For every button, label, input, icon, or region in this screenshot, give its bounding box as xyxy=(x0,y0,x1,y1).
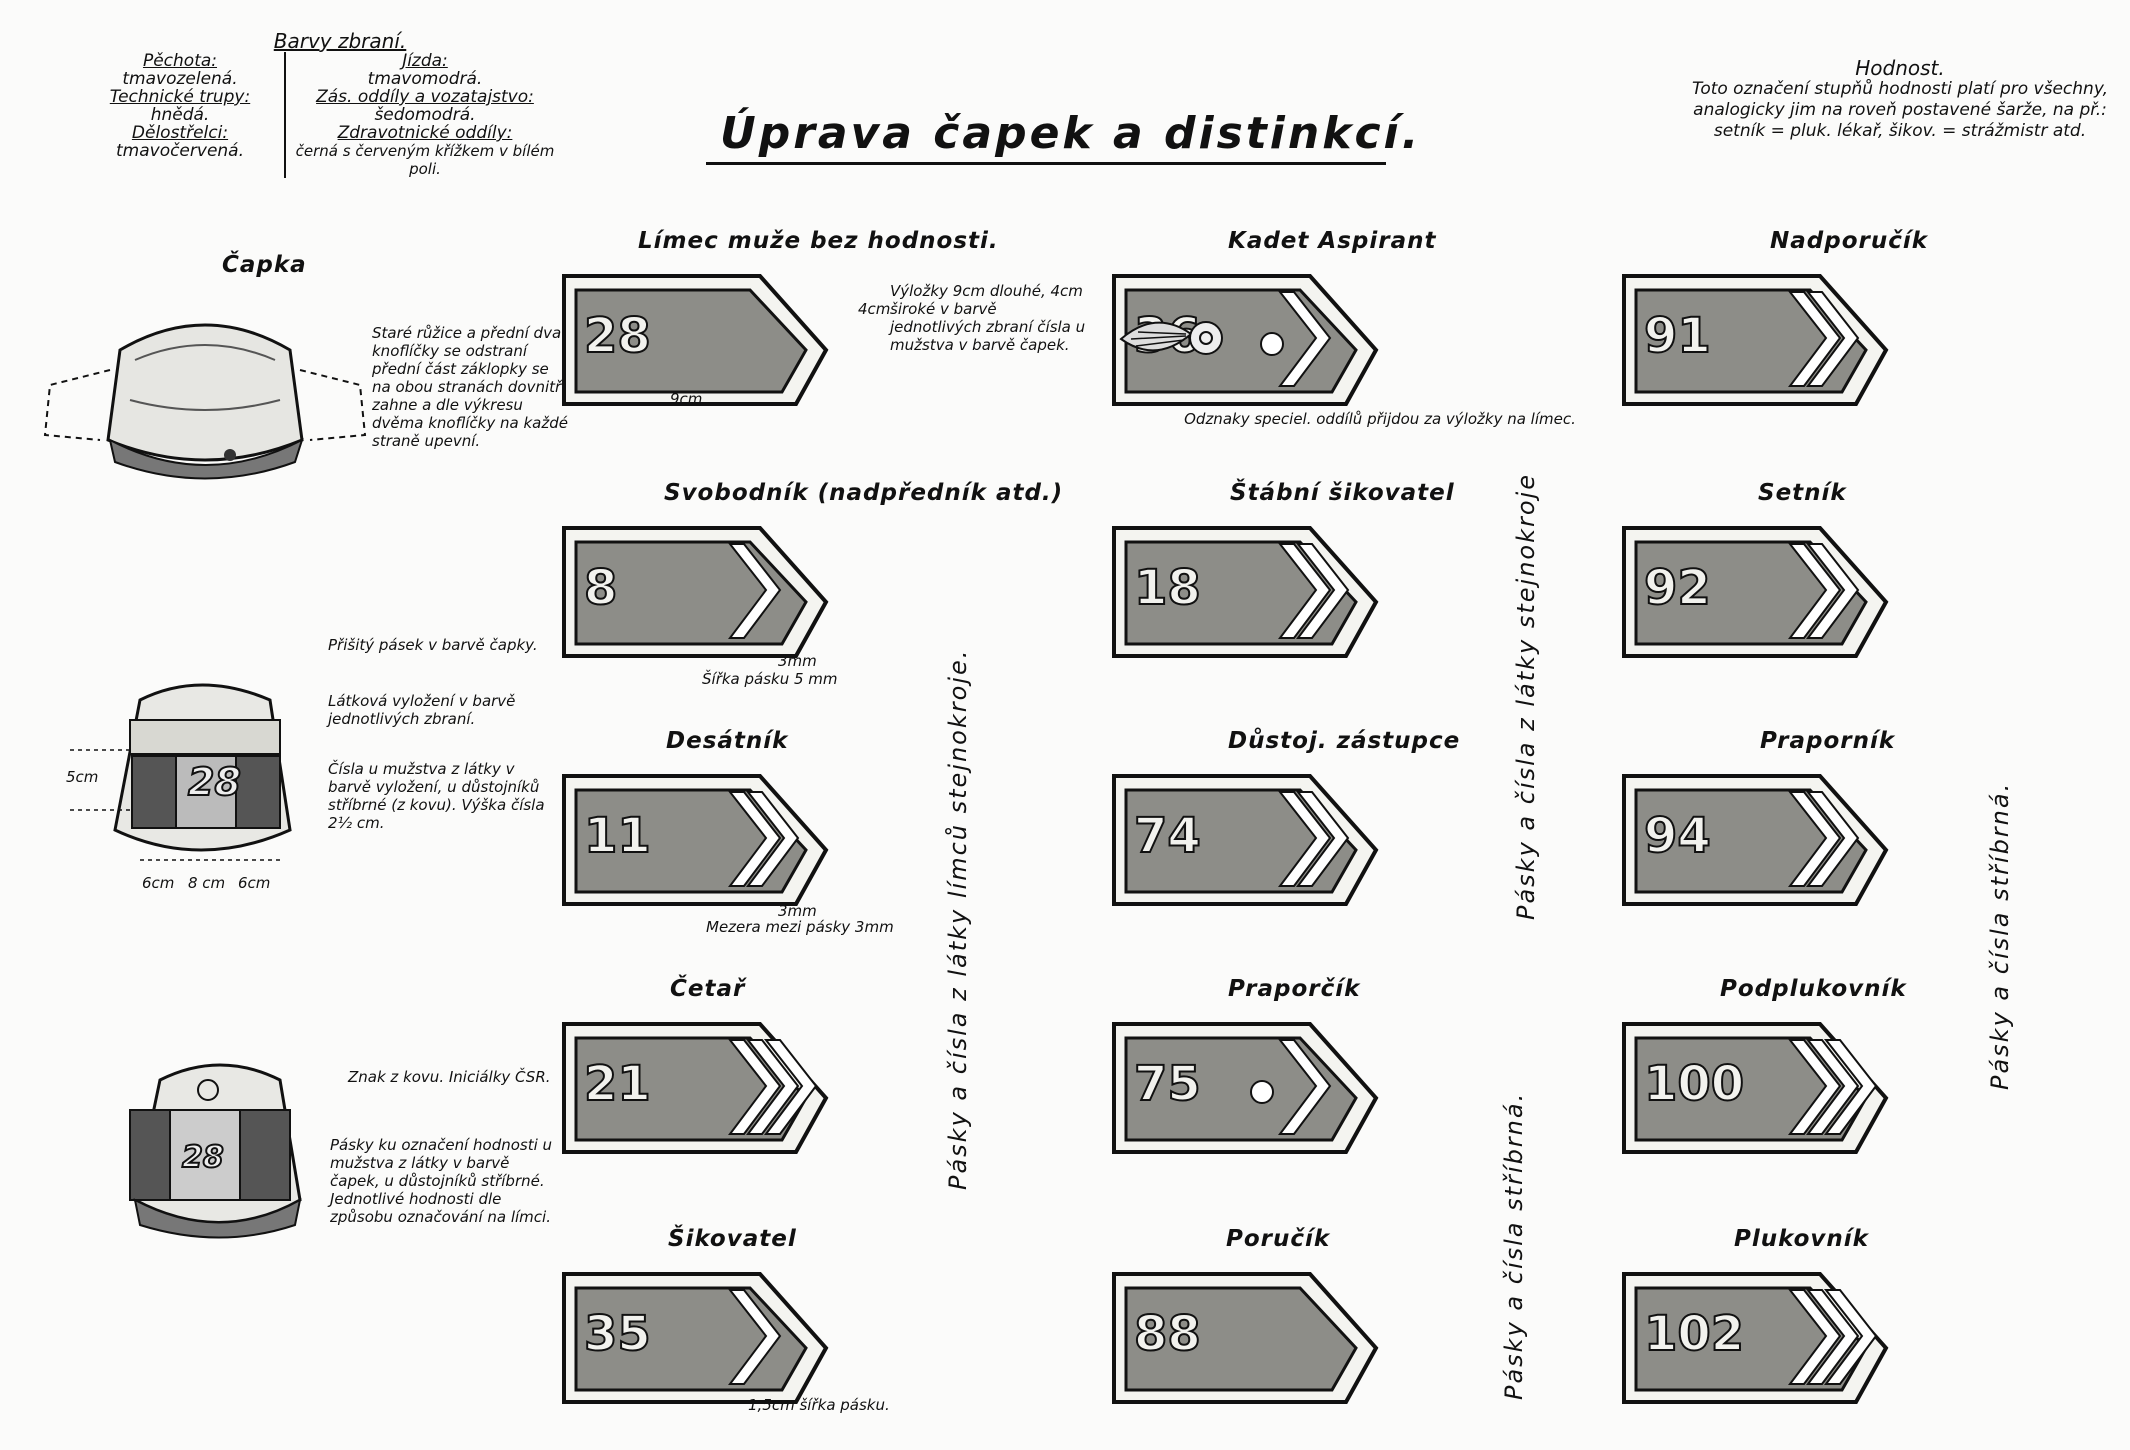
collar-tab xyxy=(1620,270,1890,410)
dim-5cm: 5cm xyxy=(66,768,99,786)
tab-caption: Kadet Aspirant xyxy=(1228,228,1437,254)
note-vylozky: Výložky 9cm dlouhé, 4cm široké v barvě jednotlivých zbraní čísla u mužstva v barvě čapek. xyxy=(890,282,1086,354)
tab-caption: Praporník xyxy=(1760,728,1896,754)
legend-pechota-value: tmavozelená. xyxy=(122,69,238,89)
legend-technicke-label: Technické trupy: xyxy=(109,87,251,107)
tab-number: 102 xyxy=(1644,1306,1745,1362)
tab-caption: Šikovatel xyxy=(668,1226,797,1252)
collar-tab xyxy=(1110,1268,1380,1408)
rank-note-text: Toto označení stupňů hodnosti platí pro všechny, analogicky jim na roveň postavené šarže, na př.: setník = pluk. lékař, šikov. = strážmistr atd. xyxy=(1692,79,2108,141)
tab-number: 28 xyxy=(584,308,651,364)
cap-heading: Čapka xyxy=(222,252,307,278)
legend-delostrelci-label: Dělostřelci: xyxy=(131,123,229,143)
legend-jizda-label: Jízda: xyxy=(402,51,448,71)
tab-caption: Desátník xyxy=(666,728,789,754)
collar-tab xyxy=(1110,1018,1380,1158)
tab-caption: Límec muže bez hodnosti. xyxy=(638,228,999,254)
collar-tab xyxy=(1620,1268,1890,1408)
collar-tab xyxy=(1620,770,1890,910)
tab-caption: Plukovník xyxy=(1734,1226,1869,1252)
note-dim-4cm: 4cm xyxy=(858,300,891,318)
tab-number: 92 xyxy=(1644,560,1711,616)
collar-tab xyxy=(560,270,830,410)
cap-number-1: 28 xyxy=(188,760,241,804)
vertical-label-col3-top: Pásky a čísla z látky stejnokroje xyxy=(1512,473,1540,920)
cap-label-pasek: Přišitý pásek v barvě čapky. xyxy=(328,636,538,654)
tab-number: 88 xyxy=(1134,1306,1201,1362)
dim-6cm-b: 6cm xyxy=(238,874,271,892)
dim-6cm-a: 6cm xyxy=(142,874,175,892)
tab-caption: Četař xyxy=(670,976,746,1002)
rank-note xyxy=(1690,58,2110,142)
legend-zas-label: Zás. oddíly a vozatajstvo: xyxy=(316,87,534,107)
note-dim-3mm-a: 3mm xyxy=(778,652,817,670)
note-dim-9cm: 9cm xyxy=(670,390,703,408)
vertical-label-col4: Pásky a čísla stříbrná. xyxy=(1986,781,2014,1090)
tab-caption: Podplukovník xyxy=(1720,976,1907,1002)
collar-tab xyxy=(560,522,830,662)
collar-tab xyxy=(560,1268,830,1408)
legend-delostrelci-value: tmavočervená. xyxy=(115,141,244,161)
collar-tab xyxy=(1110,770,1380,910)
wing-emblem-icon xyxy=(1116,304,1236,374)
legend-zas-value: šedomodrá. xyxy=(374,105,476,125)
tab-caption: Setník xyxy=(1758,480,1847,506)
tab-caption: Svobodník (nadpředník atd.) xyxy=(664,480,1064,506)
tab-caption: Poručík xyxy=(1226,1226,1331,1252)
vertical-label-col3-bottom: Pásky a čísla stříbrná. xyxy=(1500,1091,1528,1400)
dim-8cm: 8 cm xyxy=(188,874,226,892)
collar-tab xyxy=(1620,1018,1890,1158)
legend-zdrav-label: Zdravotnické oddíly: xyxy=(337,123,513,143)
note-odznaky: Odznaky speciel. oddílů přijdou za výložky na límec. xyxy=(1184,410,1576,428)
tab-caption: Štábní šikovatel xyxy=(1230,480,1455,506)
tab-number: 35 xyxy=(584,1306,651,1362)
collar-tab xyxy=(1110,522,1380,662)
tab-number: 94 xyxy=(1644,808,1711,864)
cap-label-znak: Znak z kovu. Iniciálky ČSR. xyxy=(348,1068,551,1086)
tab-number: 18 xyxy=(1134,560,1201,616)
collar-tab xyxy=(560,770,830,910)
note-sirka-pasku-15: 1,5cm šířka pásku. xyxy=(748,1396,890,1414)
cap-label-pasky: Pásky ku označení hodnosti u mužstva z látky v barvě čapek, u důstojníků stříbrné. Jednotlivé hodnosti dle způsobu označování na límci. xyxy=(330,1136,553,1226)
legend-jizda-value: tmavomodrá. xyxy=(367,69,483,89)
cap-number-2: 28 xyxy=(182,1140,224,1175)
tab-number: 100 xyxy=(1644,1056,1745,1112)
collar-tab xyxy=(1620,522,1890,662)
rank-note-heading: Hodnost. xyxy=(1855,56,1945,80)
legend-heading: Barvy zbraní. xyxy=(273,29,407,53)
tab-caption: Praporčík xyxy=(1228,976,1361,1002)
page-title: Úprava čapek a distinkcí. xyxy=(720,108,1422,159)
tab-number: 8 xyxy=(584,560,618,616)
cap-drawing-front xyxy=(40,290,370,490)
tab-number: 91 xyxy=(1644,308,1711,364)
cap-note-1: Staré růžice a přední dva knoflíčky se odstraní přední část záklopky se na obou stranách dovnitř zahne a dle výkresu dvěma knoflíčky na každé straně upevní. xyxy=(372,324,568,450)
note-mezera: Mezera mezi pásky 3mm xyxy=(706,918,894,936)
collar-tab xyxy=(560,1018,830,1158)
note-dim-3mm-b: 3mm xyxy=(778,902,817,920)
tab-caption: Nadporučík xyxy=(1770,228,1929,254)
note-sirka-pasku-5: Šířka pásku 5 mm xyxy=(702,670,838,688)
cap-label-cisla: Čísla u mužstva z látky v barvě vyložení, u důstojníků stříbrné (z kovu). Výška čísla 2½ cm. xyxy=(328,760,545,832)
star-dot-icon xyxy=(1250,1080,1274,1104)
legend-pechota-label: Pěchota: xyxy=(142,51,218,71)
star-dot-icon xyxy=(1260,332,1284,356)
legend-technicke-value: hnědá. xyxy=(150,105,210,125)
branch-colors-legend xyxy=(80,29,560,178)
title-underline xyxy=(706,162,1386,165)
cap-label-latkova: Látková vyložení v barvě jednotlivých zbraní. xyxy=(328,692,516,728)
legend-zdrav-value: černá s červeným křížkem v bílém poli. xyxy=(295,142,555,178)
vertical-label-col2: Pásky a čísla z látky límců stejnokroje. xyxy=(944,648,972,1190)
tab-number: 74 xyxy=(1134,808,1201,864)
tab-number: 21 xyxy=(584,1056,651,1112)
tab-number: 11 xyxy=(584,808,651,864)
tab-number: 75 xyxy=(1134,1056,1201,1112)
tab-caption: Důstoj. zástupce xyxy=(1228,728,1461,754)
